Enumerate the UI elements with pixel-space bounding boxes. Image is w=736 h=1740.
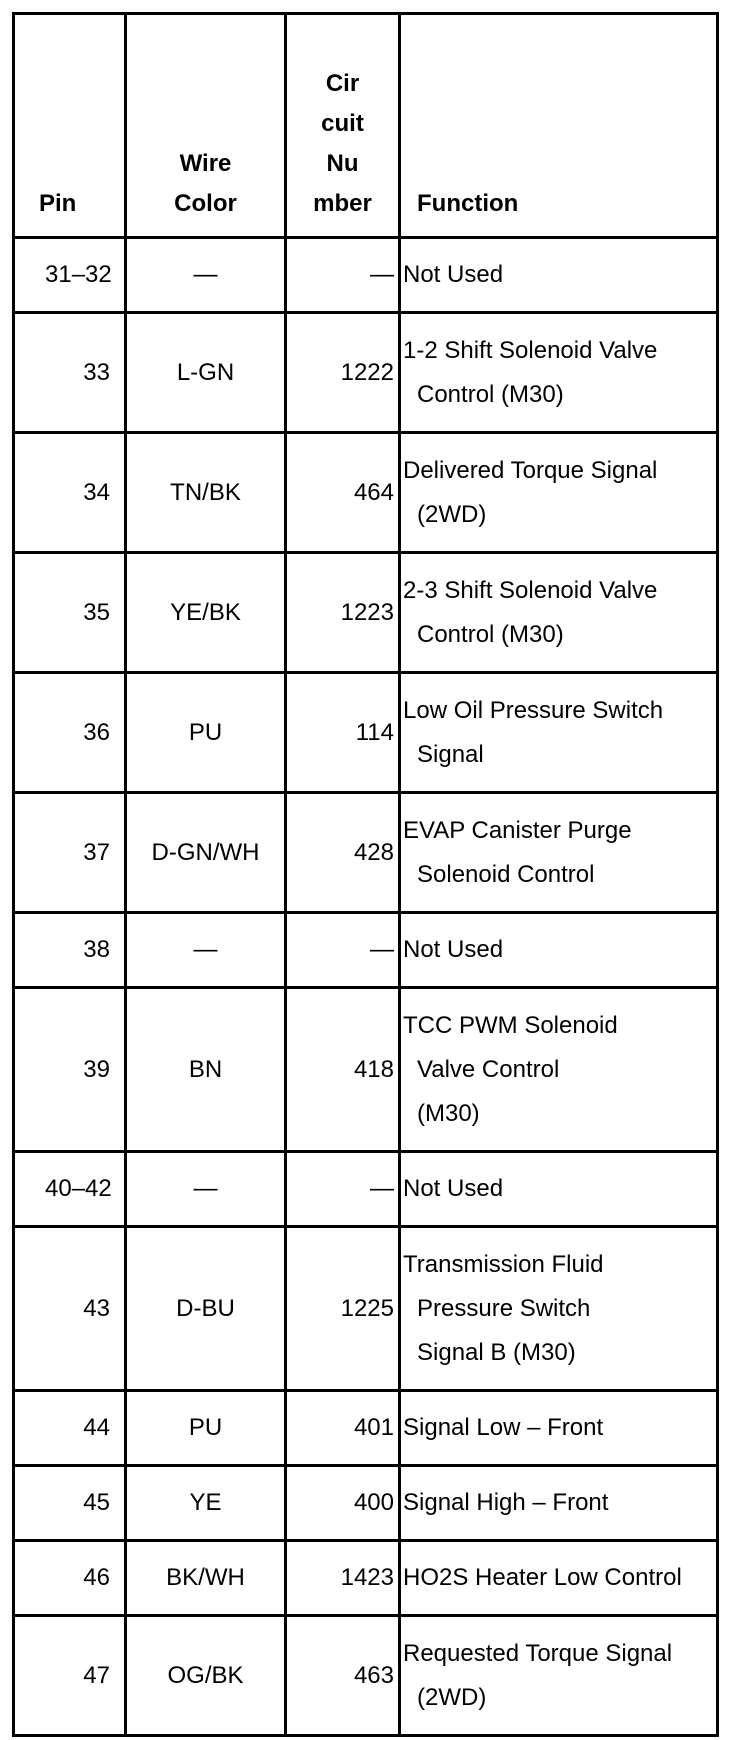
pin-cell-text: 35 [83,598,110,626]
header-wire-color-line2: Color [174,190,237,217]
pin-cell-text: 43 [83,1294,110,1322]
wire-color-cell-text: TN/BK [170,478,241,506]
wire-color-cell-text: — [193,1175,218,1202]
circuit-number-cell-text: 1222 [340,358,394,386]
function-cell [401,314,719,434]
pin-cell [15,1153,127,1228]
circuit-number-cell [287,1617,401,1737]
wire-color-cell-text: — [193,936,218,963]
circuit-number-cell-text: 463 [353,1661,394,1689]
wire-color-cell-text: PU [188,1414,223,1441]
circuit-number-cell [287,434,401,554]
function-line: HO2S Heater Low Control [403,1564,682,1591]
function-line: Signal Low – Front [403,1414,604,1441]
wire-color-cell-text: BK/WH [166,1564,245,1591]
pin-cell [15,434,127,554]
header-circuit-line1: Cir [325,70,360,97]
header-function [401,15,719,239]
function-cell [401,1153,719,1228]
wire-color-cell-text: — [193,261,218,288]
function-line: (2WD) [417,500,487,528]
circuit-number-cell-text: 464 [353,478,394,506]
wire-color-cell-text: D-BU [176,1294,235,1322]
circuit-number-cell [287,239,401,314]
pin-cell [15,1228,127,1392]
pin-cell-text: 36 [83,718,110,746]
function-cell [401,554,719,674]
circuit-number-cell-text: — [370,936,394,963]
header-circuit-line3: Nu [326,150,359,177]
circuit-number-cell [287,554,401,674]
circuit-number-cell-text: 1225 [340,1294,394,1322]
wire-color-cell [127,1467,287,1542]
function-line: EVAP Canister Purge [403,816,632,844]
pin-cell-text: 31–32 [45,261,112,288]
wire-color-cell [127,1542,287,1617]
pin-cell-text: 37 [83,838,110,866]
circuit-number-cell [287,674,401,794]
wire-color-cell [127,314,287,434]
function-line: (M30) [417,1099,480,1127]
function-line: Transmission Fluid [403,1250,604,1278]
header-pin-label: Pin [39,190,77,217]
pin-cell-text: 45 [83,1489,110,1516]
wire-color-cell-text: YE [189,1489,222,1516]
circuit-number-cell [287,989,401,1153]
pin-cell [15,794,127,914]
function-line: Control (M30) [417,380,564,408]
wire-color-cell [127,674,287,794]
function-cell [401,1542,719,1617]
pin-cell [15,914,127,989]
pin-cell [15,1617,127,1737]
circuit-number-cell-text: — [370,1175,394,1202]
wire-color-cell [127,1392,287,1467]
header-function-label: Function [417,190,519,217]
header-pin [15,15,127,239]
pin-cell-text: 46 [83,1564,110,1591]
pin-cell-text: 44 [83,1414,110,1441]
function-line: Control (M30) [417,620,564,648]
wire-color-cell [127,914,287,989]
wire-color-cell [127,239,287,314]
circuit-number-cell [287,314,401,434]
pin-cell [15,239,127,314]
wire-color-cell-text: YE/BK [170,598,241,626]
function-line: Valve Control [417,1055,560,1083]
circuit-number-cell-text: 418 [353,1055,394,1083]
pin-cell [15,554,127,674]
function-cell [401,1617,719,1737]
function-line: Pressure Switch [417,1294,591,1322]
function-line: Signal [417,740,484,768]
pin-cell [15,989,127,1153]
wire-color-cell [127,1228,287,1392]
circuit-number-cell-text: 400 [353,1489,394,1516]
circuit-number-cell [287,1392,401,1467]
circuit-number-cell-text: 428 [353,838,394,866]
function-line: (2WD) [417,1683,487,1711]
pin-cell-text: 47 [83,1661,110,1689]
wire-color-cell [127,989,287,1153]
wire-color-cell [127,554,287,674]
circuit-number-cell [287,914,401,989]
function-cell [401,1392,719,1467]
pin-cell-text: 33 [83,358,110,386]
pin-cell-text: 34 [83,478,110,506]
function-line: Signal High – Front [403,1489,609,1516]
function-line: Low Oil Pressure Switch [403,696,664,724]
header-wire-color-line1: Wire [179,150,232,177]
circuit-number-cell-text: 114 [355,718,394,746]
wire-color-cell [127,1617,287,1737]
pin-cell [15,1392,127,1467]
function-cell [401,914,719,989]
wire-color-cell [127,434,287,554]
header-circuit-line4: mber [313,190,372,217]
header-circuit-line2: cuit [321,110,364,137]
pin-cell-text: 39 [83,1055,110,1083]
function-line: Signal B (M30) [417,1338,576,1366]
function-cell [401,674,719,794]
function-line: TCC PWM Solenoid [403,1011,618,1039]
function-cell [401,1228,719,1392]
wire-color-cell-text: BN [188,1055,223,1083]
function-cell [401,434,719,554]
pin-cell-text: 40–42 [45,1175,112,1202]
circuit-number-cell-text: 401 [353,1414,394,1441]
circuit-number-cell-text: 1223 [340,598,394,626]
function-line: 2-3 Shift Solenoid Valve [403,576,658,604]
function-cell [401,794,719,914]
header-circuit-number [287,15,401,239]
header-wire-color [127,15,287,239]
function-cell [401,989,719,1153]
wire-color-cell-text: L-GN [176,358,235,386]
function-cell [401,1467,719,1542]
pinout-table [12,12,719,1737]
pin-cell-text: 38 [83,936,110,963]
function-line: 1-2 Shift Solenoid Valve [403,336,658,364]
wire-color-cell-text: OG/BK [167,1661,244,1689]
circuit-number-cell [287,1467,401,1542]
function-line: Not Used [403,936,504,963]
circuit-number-cell-text: 1423 [340,1564,394,1591]
pin-cell [15,674,127,794]
function-line: Not Used [403,1175,504,1202]
wire-color-cell-text: PU [188,718,223,746]
circuit-number-cell [287,1153,401,1228]
circuit-number-cell [287,794,401,914]
circuit-number-cell [287,1228,401,1392]
pin-cell [15,314,127,434]
function-cell [401,239,719,314]
function-line: Delivered Torque Signal [403,456,658,484]
wire-color-cell [127,1153,287,1228]
function-line: Solenoid Control [417,860,595,888]
circuit-number-cell-text: — [370,261,394,288]
circuit-number-cell [287,1542,401,1617]
pin-cell [15,1467,127,1542]
wire-color-cell [127,794,287,914]
function-line: Not Used [403,261,504,288]
function-line: Requested Torque Signal [403,1639,673,1667]
pin-cell [15,1542,127,1617]
wire-color-cell-text: D-GN/WH [151,838,260,866]
